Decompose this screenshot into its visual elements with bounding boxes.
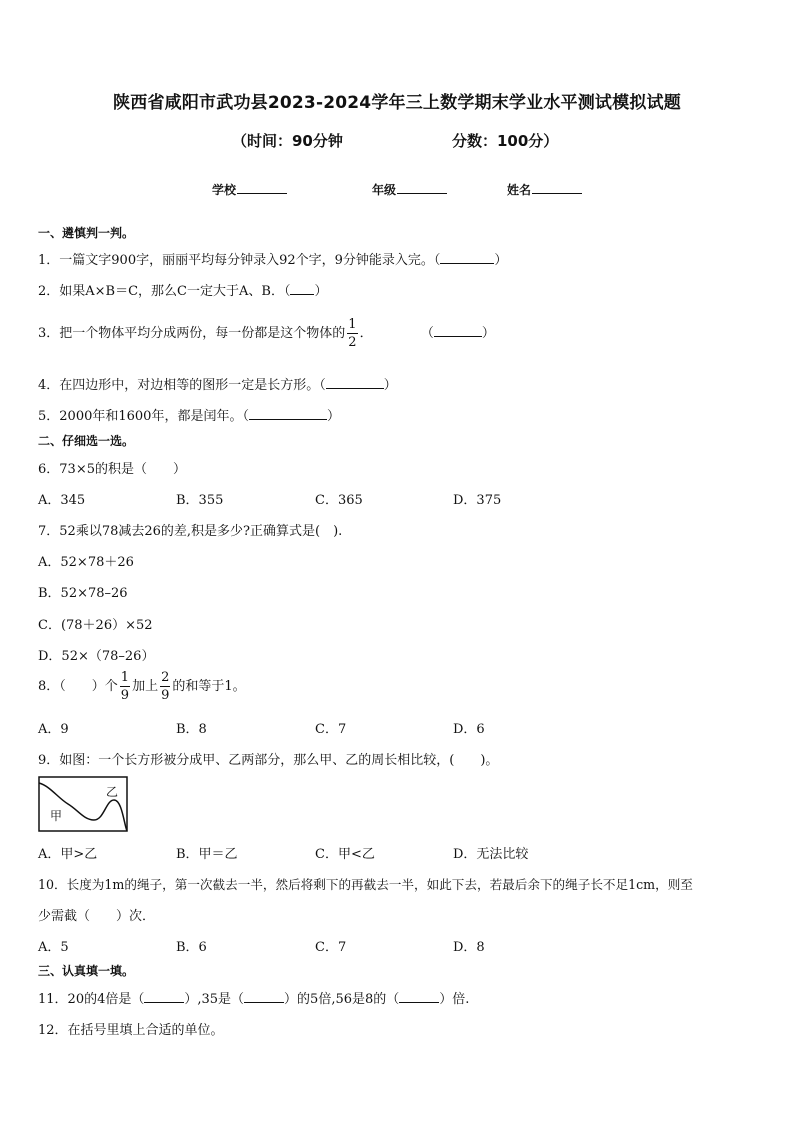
- question-3-fraction: [347, 318, 357, 349]
- q7-option-a[interactable]: A．52×78＋26: [38, 555, 134, 570]
- question-8-f1-denominator: 9: [120, 688, 130, 703]
- question-1-text: 1．一篇文字900字，丽丽平均每分钟录入92个字，9分钟能录入完。（: [38, 253, 441, 268]
- question-8-f2-denominator: 9: [161, 688, 170, 703]
- question-11-blank-1[interactable]: [144, 989, 184, 1003]
- rectangle-figure-svg: [38, 776, 128, 832]
- grade-field[interactable]: [372, 181, 447, 198]
- exam-time: （时间：90分钟: [232, 132, 343, 150]
- q9-option-a[interactable]: A．甲>乙: [38, 847, 98, 862]
- section-3-heading: 三、认真填一填。: [38, 964, 135, 978]
- question-4-text: 4．在四边形中，对边相等的图形一定是长方形。（: [38, 378, 326, 393]
- question-2-text: 2．如果A×B＝C，那么C一定大于A、B．（: [38, 284, 291, 299]
- question-11-part-4: ）倍.: [439, 992, 470, 1007]
- q7-option-c[interactable]: C．(78＋26）×52: [38, 618, 153, 633]
- q7-option-b[interactable]: B．52×78–26: [38, 586, 128, 601]
- q9-option-c[interactable]: C．甲<乙: [315, 847, 375, 862]
- name-label: 姓名: [507, 183, 532, 197]
- question-8-pre: 8．（ ）个: [38, 679, 118, 694]
- question-11-part-1: 11．20的4倍是（: [38, 992, 145, 1007]
- q8-option-c[interactable]: C．7: [315, 722, 347, 737]
- q6-option-b[interactable]: B．355: [176, 493, 224, 508]
- question-8-post: 的和等于1。: [172, 679, 246, 694]
- q8-option-a[interactable]: A．9: [38, 722, 69, 737]
- question-3-after: ．: [359, 326, 373, 341]
- question-11-part-3: ）的5倍,56是8的（: [284, 992, 400, 1007]
- question-4-blank[interactable]: [326, 375, 384, 389]
- question-4: [38, 374, 397, 393]
- question-3: [38, 318, 495, 349]
- question-10-line-2: 少需截（ ）次．: [38, 909, 156, 924]
- question-1-blank[interactable]: [440, 250, 494, 264]
- question-12: 12．在括号里填上合适的单位。: [38, 1023, 224, 1038]
- q9-option-d[interactable]: D．无法比较: [453, 847, 529, 862]
- school-label: 学校: [212, 183, 237, 197]
- question-3-text: 3．把一个物体平均分成两份，每一份都是这个物体的: [38, 326, 346, 341]
- exam-title: 陕西省咸阳市武功县2023-2024学年三上数学期末学业水平测试模拟试题: [113, 93, 681, 113]
- q10-option-d[interactable]: D．8: [453, 940, 485, 955]
- exam-score: 分数：100分）: [452, 132, 559, 150]
- q6-option-a[interactable]: A．345: [38, 493, 86, 508]
- school-blank[interactable]: [237, 181, 287, 194]
- question-10-line-1: 10．长度为1m的绳子，第一次截去一半，然后将剩下的再截去一半，如此下去，若最后余下的绳子长不足1cm，则至: [38, 877, 693, 892]
- question-3-close: ）: [481, 326, 495, 341]
- question-8-fraction-1: [120, 671, 130, 702]
- question-5: [38, 405, 340, 424]
- question-3-numerator: 1: [348, 317, 357, 332]
- question-5-text: 5．2000年和1600年，都是闰年。（: [38, 409, 249, 424]
- q7-option-d[interactable]: D．52×（78–26）: [38, 649, 155, 664]
- q10-option-b[interactable]: B．6: [176, 940, 207, 955]
- question-5-blank[interactable]: [249, 406, 327, 420]
- q9-option-b[interactable]: B．甲＝乙: [176, 847, 238, 862]
- question-3-denominator: 2: [348, 335, 357, 350]
- q8-option-d[interactable]: D．6: [453, 722, 485, 737]
- question-11: [38, 988, 469, 1007]
- question-1: [38, 249, 507, 268]
- question-8-f2-numerator: 2: [161, 670, 170, 685]
- question-3-blank[interactable]: [434, 323, 482, 337]
- section-2-heading: 二、仔细选一选。: [38, 434, 135, 448]
- question-8: [38, 671, 246, 702]
- q6-option-c[interactable]: C．365: [315, 493, 363, 508]
- q10-option-a[interactable]: A．5: [38, 940, 69, 955]
- name-field[interactable]: [507, 181, 582, 198]
- question-2-close: ）: [314, 284, 328, 299]
- question-6: 6．73×5的积是（ ）: [38, 462, 186, 477]
- question-7: 7．52乘以78减去26的差,积是多少?正确算式是( ).: [38, 524, 343, 539]
- question-3-open: （: [420, 326, 434, 341]
- question-5-close: ）: [326, 409, 340, 424]
- section-1-heading: 一、遴慎判一判。: [38, 226, 135, 240]
- question-2-blank[interactable]: [290, 281, 314, 295]
- grade-label: 年级: [372, 183, 397, 197]
- question-11-blank-3[interactable]: [399, 989, 439, 1003]
- school-field[interactable]: [212, 181, 287, 198]
- grade-blank[interactable]: [397, 181, 447, 194]
- figure-label-yi: 乙: [106, 785, 119, 799]
- q10-option-c[interactable]: C．7: [315, 940, 347, 955]
- name-blank[interactable]: [532, 181, 582, 194]
- rectangle-figure: [38, 776, 128, 832]
- question-8-mid: 加上: [132, 679, 159, 694]
- figure-label-jia: 甲: [50, 809, 63, 823]
- question-4-close: ）: [383, 378, 397, 393]
- question-8-f1-numerator: 1: [120, 670, 130, 685]
- question-1-close: ）: [494, 253, 508, 268]
- question-2: [38, 280, 327, 299]
- question-8-fraction-2: [160, 671, 170, 702]
- question-11-part-2: ）,35是（: [184, 992, 245, 1007]
- q8-option-b[interactable]: B．8: [176, 722, 207, 737]
- q6-option-d[interactable]: D．375: [453, 493, 502, 508]
- question-9: 9．如图：一个长方形被分成甲、乙两部分，那么甲、乙的周长相比较，( )。: [38, 753, 499, 768]
- question-11-blank-2[interactable]: [244, 989, 284, 1003]
